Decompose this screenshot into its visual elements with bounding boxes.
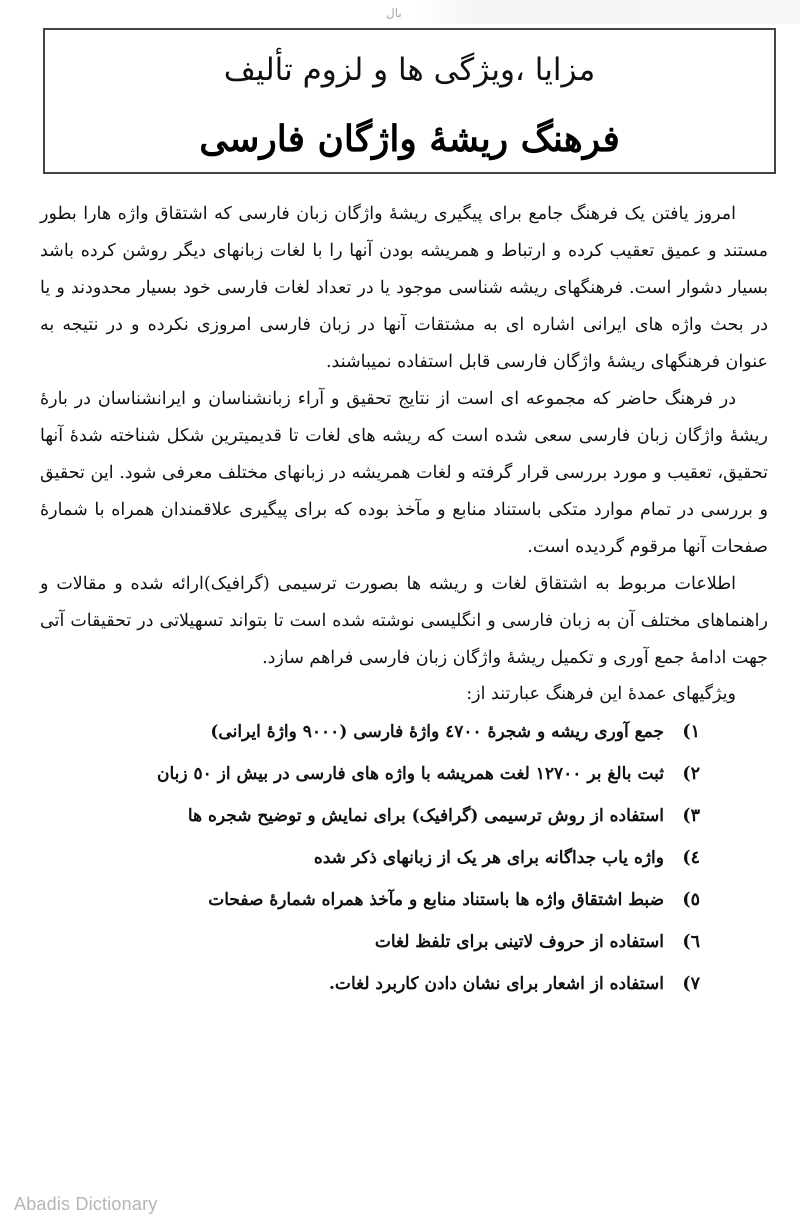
feature-number: ۲) — [682, 764, 700, 784]
feature-text: جمع آوری ریشه و شجرهٔ ٤٧٠٠ واژهٔ فارسی (٩٠٠٠ واژهٔ ایرانی) — [210, 722, 664, 742]
feature-number: ٥) — [682, 890, 700, 910]
feature-number: ٦) — [682, 932, 700, 952]
feature-text: استفاده از اشعار برای نشان دادن کاربرد لغات. — [329, 974, 664, 994]
feature-item — [40, 795, 768, 837]
title-box — [43, 28, 776, 174]
feature-number: ۳) — [682, 806, 700, 826]
paragraph-2: در فرهنگ حاضر که مجموعه ای است از نتایج تحقیق و آراء زبانشناسان و ایرانشناسان در بارهٔ ریشهٔ واژگان زبان فارسی سعی شده است که ریشه های لغات تا قدیمیترین شکل شناخته شدهٔ آنها تحقیق، تعقیب و مورد بررسی قرار گرفته و لغات همریشه در زبانهای مختلف معرفی شود. این تحقیق و بررسی در تمام موارد متکی باستناد منابع و مآخذ بوده که برای پیگیری علاقمندان همراه با شمارهٔ صفحات آنها مرقوم گردیده است. — [40, 389, 768, 557]
feature-text: استفاده از حروف لاتینی برای تلفظ لغات — [374, 932, 664, 952]
title-subheading: مزایا ،ویژگی ها و لزوم تألیف — [223, 52, 596, 88]
document-body — [40, 196, 768, 1005]
feature-item — [40, 879, 768, 921]
feature-item — [40, 753, 768, 795]
feature-number: ٧) — [682, 974, 700, 994]
watermark: Abadis Dictionary — [14, 1194, 158, 1214]
features-list — [40, 711, 768, 1005]
feature-text: واژه یاب جداگانه برای هر یک از زبانهای ذکر شده — [313, 848, 664, 868]
top-label: بال — [386, 6, 402, 20]
page-title: فرهنگ ریشهٔ واژگان فارسی — [199, 118, 620, 160]
feature-item — [40, 837, 768, 879]
feature-text: ضبط اشتقاق واژه ها باستناد منابع و مآخذ همراه شمارهٔ صفحات — [208, 890, 664, 910]
feature-item — [40, 921, 768, 963]
feature-item — [40, 711, 768, 753]
feature-number: ۱) — [682, 722, 700, 742]
feature-text: ثبت بالغ بر ١٢٧٠٠ لغت همریشه با واژه های فارسی در بیش از ٥٠ زبان — [156, 764, 664, 784]
feature-text: استفاده از روش ترسیمی (گرافیک) برای نمایش و توضیح شجره ها — [187, 806, 664, 826]
features-intro: ویژگیهای عمدهٔ این فرهنگ عبارتند از: — [466, 684, 736, 704]
feature-number: ٤) — [682, 848, 700, 868]
paragraph-1: امروز یافتن یک فرهنگ جامع برای پیگیری ریشهٔ واژگان زبان فارسی که اشتقاق واژه هارا بطور مستند و عمیق تعقیب کرده و ارتباط و همریشه بودن آنها را با لغات زبانهای دیگر روشن کرده باشد بسیار دشوار است. فرهنگهای ریشه شناسی موجود یا در تعداد لغات فارسی خود بسیار محدودند و یا در بحث واژه های ایرانی اشاره ای به مشتقات آنها در زبان فارسی امروزی نکرده و در نتیجه به عنوان فرهنگهای ریشهٔ واژگان فارسی قابل استفاده نمیباشند. — [40, 204, 768, 372]
paragraph-3: اطلاعات مربوط به اشتقاق لغات و ریشه ها بصورت ترسیمی (گرافیک)ارائه شده و مقالات و راهنماهای مختلف آن به زبان فارسی و انگلیسی نوشته شده است تا بتواند تسهیلاتی در تحقیقات آتی جهت ادامهٔ جمع آوری و تکمیل ریشهٔ واژگان زبان فارسی فراهم سازد. — [40, 574, 768, 668]
feature-item — [40, 963, 768, 1005]
